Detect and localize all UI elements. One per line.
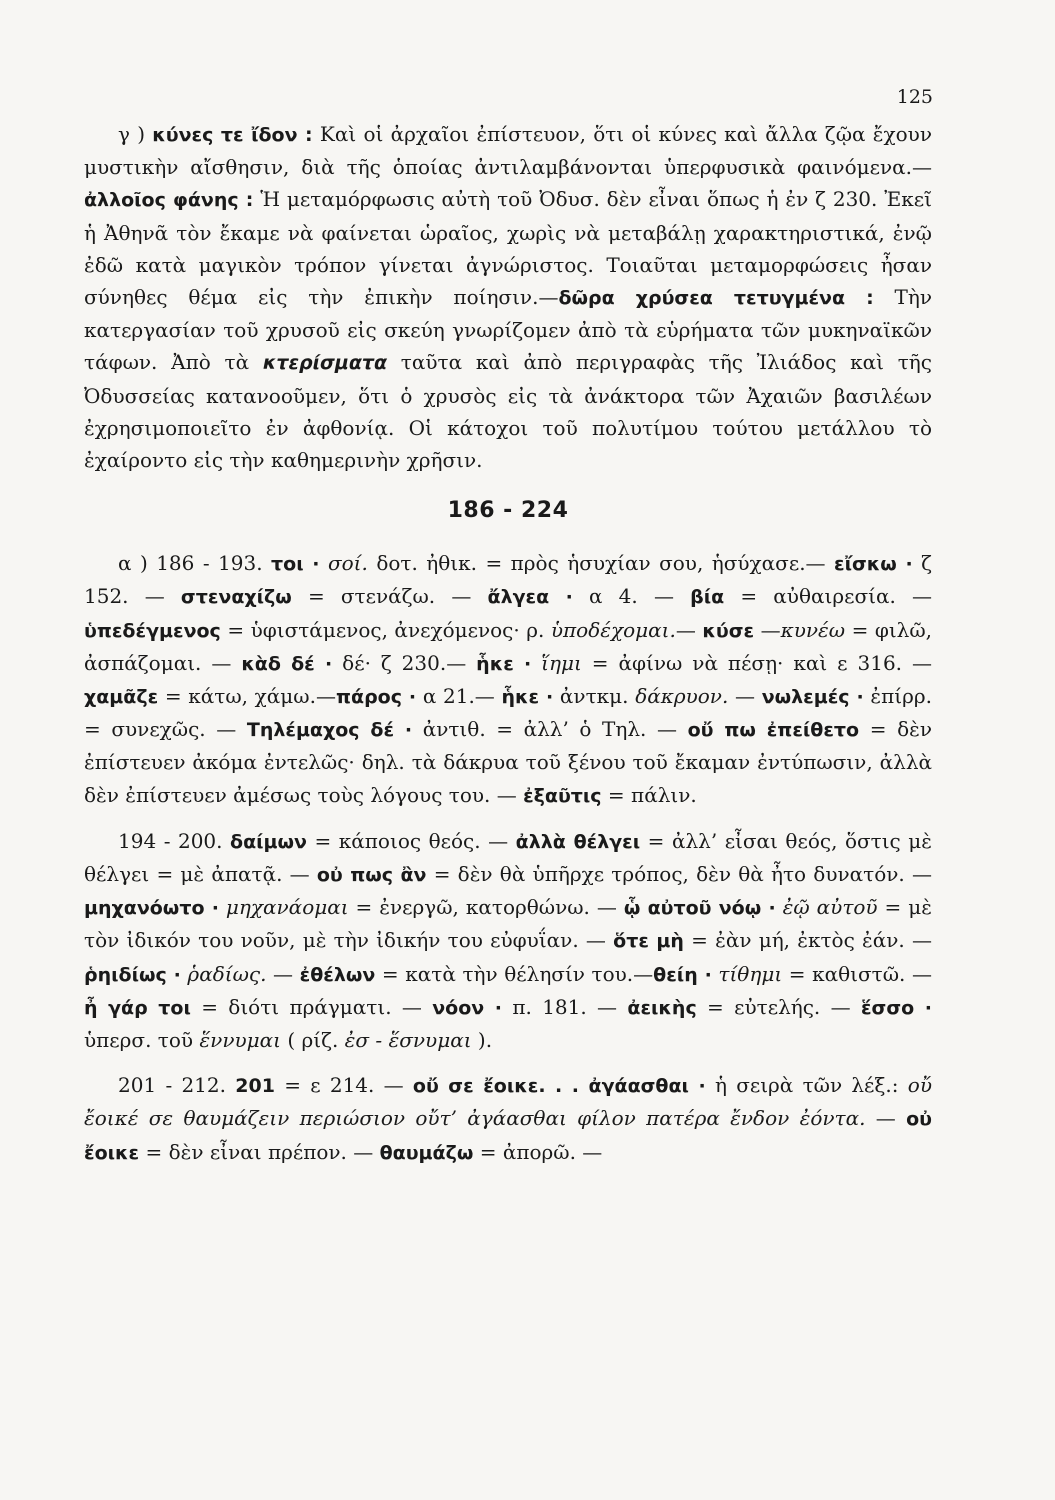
- lemma: ᾧ αὐτοῦ νόῳ ·: [623, 897, 776, 920]
- body-text: α 21.—: [416, 684, 502, 709]
- body-text: = διότι πράγματι. —: [190, 994, 433, 1019]
- lemma: δαίμων: [230, 830, 307, 853]
- body-text: = κάποιος θεός. —: [306, 828, 516, 853]
- lemma: 201: [235, 1075, 275, 1098]
- lemma: πάρος ·: [335, 686, 417, 709]
- body-text: = ε 214. —: [274, 1073, 413, 1098]
- lemma: οὐ ἔοικε: [84, 1108, 932, 1164]
- body-text: —: [675, 617, 703, 642]
- body-text: = στενάζω. —: [291, 584, 488, 609]
- body-text: δέ· ζ 230.—: [332, 650, 477, 675]
- italic-text: δάκρυον.: [635, 684, 729, 709]
- body-text: —: [266, 961, 300, 986]
- italic-text: κυνέω: [780, 617, 846, 642]
- section-heading: 186 - 224: [447, 498, 569, 524]
- lemma: θείη ·: [653, 963, 712, 986]
- body-text: = ἀλλ’ εἶσαι θεός, ὅστις μὲ θέλγει = μὲ ἀπατᾷ. —: [84, 828, 932, 887]
- lemma: Τηλέμαχος δέ ·: [246, 719, 413, 742]
- lemma: δῶρα χρύσεα τετυγμένα :: [558, 287, 874, 310]
- body-text: π. 181. —: [502, 994, 628, 1019]
- italic-text: ὑποδέχομαι.: [550, 617, 676, 642]
- italic-text: τίθημι: [711, 961, 783, 986]
- lemma: βία: [690, 586, 725, 609]
- lemma: τοι ·: [271, 553, 320, 576]
- body-text: = κατὰ τὴν θέλησίν του.—: [375, 961, 654, 986]
- body-text: Καὶ οἱ ἀρχαῖοι ἐπίστευον, ὅτι οἱ κύνες καὶ ἄλλα ζῷα ἔχουν μυστικὴν αἴσθησιν, διὰ τῆς ὁποίας ἀντιλαμβάνονται ὑπερφυσικὰ φαινόμενα.—: [84, 122, 932, 180]
- italic-text: ἐῷ αὐτοῦ: [775, 895, 878, 920]
- lemma: ἕσσο ·: [860, 996, 932, 1019]
- body-text: 194 - 200.: [118, 828, 231, 853]
- body-text: = καθιστῶ. —: [782, 961, 932, 986]
- body-text: = μὲ τὸν ἰδικόν του νοῦν, μὲ τὴν ἰδικήν του εὐφυΐαν. —: [84, 895, 933, 953]
- lemma: ἧκε ·: [476, 652, 532, 675]
- body-text: = κάτω, χάμω.—: [158, 684, 336, 709]
- body-text: Ἡ μεταμόρφωσις αὐτὴ τοῦ Ὀδυσ. δὲν εἶναι ὅπως ἡ ἐν ζ 230. Ἐκεῖ ἡ Ἀθηνᾶ τὸν ἔκαμε νὰ φαίνεται ὡραῖος, χωρὶς νὰ μεταβάλῃ χαρακτηριστικά, ἐνῷ ἐδῶ κατὰ μαγικὸν τρόπον γίνεται ἀγνώριστος. Τοιαῦται μεταμορφώσεις ἦσαν σύνηθες θέμα εἰς τὴν ἐπικὴν ποίησιν.—: [84, 187, 932, 310]
- lemma: οὐ πως ἂν: [316, 864, 427, 887]
- body-text: = ὑφιστάμενος, ἀνεχόμενος· ρ.: [220, 617, 551, 642]
- body-text: = δὲν θὰ ὑπῆρχε τρόπος, δὲν θὰ ἦτο δυνατόν. —: [426, 862, 932, 887]
- lemma: εἴσκω ·: [834, 553, 913, 576]
- paragraph-201-212: [84, 1069, 932, 1169]
- lemma: ἄλγεα ·: [487, 586, 573, 609]
- body-text: = αὐθαιρεσία. —: [724, 584, 933, 609]
- italic-text: ἐσ - ἕσνυμαι: [344, 1028, 472, 1053]
- body-text: ταῦτα καὶ ἀπὸ περιγραφὰς τῆς Ἰλιάδος καὶ τῆς Ὀδυσσείας κατανοοῦμεν, ὅτι ὁ χρυσὸς εἰς τὰ ἀνάκτορα τῶν Ἀχαιῶν βασιλέων ἐχρησιμοποιεῖτο ἐν ἀφθονίᾳ. Οἱ κάτοχοι τοῦ πολυτίμου τούτου μετάλλου τὸ ἐχαίροντο εἰς τὴν καθημερινὴν χρῆσιν.: [84, 350, 932, 473]
- italic-text: ἕννυμαι: [199, 1028, 281, 1053]
- body-text: α ) 186 - 193.: [118, 551, 272, 576]
- lemma: ἧκε ·: [501, 686, 554, 709]
- lemma: ἀλλοῖος φάνης :: [84, 189, 254, 212]
- lemma: χαμᾶζε: [84, 686, 159, 709]
- paragraph-commentary-gamma: [84, 118, 932, 476]
- lemma: νωλεμές ·: [761, 686, 864, 709]
- body-text: ).: [471, 1028, 493, 1053]
- lemma: κὰδ δέ ·: [241, 652, 333, 675]
- lemma: ὑπεδέγμενος: [84, 619, 221, 642]
- body-text: ἀντιθ. = ἀλλ’ ὁ Τηλ. —: [412, 717, 688, 742]
- lemma-italic: κτερίσματα: [262, 352, 388, 375]
- lemma: θαυμάζω: [379, 1141, 474, 1164]
- body-text: —: [728, 684, 762, 709]
- body-text: = πάλιν.: [601, 782, 697, 807]
- italic-text: οὔ ἔοικέ σε θαυμάζειν περιώσιον οὔτ’ ἀγάασθαι φίλον πατέρα ἔνδον ἐόντα.: [84, 1073, 932, 1131]
- body-text: = δὲν ἐπίστευεν ἀκόμα ἐντελῶς· δηλ. τὰ δάκρυα τοῦ ξένου τοῦ ἔκαμαν ἐντύπωσιν, ἀλλὰ δὲν ἐπίστευεν ἀμέσως τοὺς λόγους του. —: [84, 717, 932, 807]
- body-text: ἡ σειρὰ τῶν λέξ.:: [705, 1073, 908, 1098]
- lemma: ἦ γάρ τοι: [84, 996, 191, 1019]
- lemma: οὔ σε ἔοικε. . . ἀγάασθαι ·: [412, 1075, 706, 1098]
- body-text: ζ 152. —: [84, 551, 933, 609]
- body-text: = ἐνεργῶ, κατορθώνω. —: [348, 895, 624, 920]
- body-text: Τὴν κατεργασίαν τοῦ χρυσοῦ εἰς σκεύη γνωρίζομεν ἀπὸ τὰ εὑρήματα τῶν μυκηναϊκῶν τάφων. Ἀπὸ τὰ: [84, 285, 932, 375]
- lemma: μηχανόωτο ·: [84, 897, 219, 920]
- body-text: —: [865, 1106, 907, 1131]
- body-text: = ἀπορῶ. —: [473, 1139, 603, 1164]
- body-text: ἀντκμ.: [553, 684, 636, 709]
- lemma: ὅτε μὴ: [613, 930, 684, 953]
- body-text: —: [754, 617, 781, 642]
- body-text: = ἐὰν μή, ἐκτὸς ἐάν. —: [683, 928, 932, 953]
- paragraph-194-200: [84, 825, 932, 1056]
- lemma: νόον ·: [432, 996, 503, 1019]
- body-text: = δὲν εἶναι πρέπον. —: [139, 1139, 380, 1164]
- page-number: 125: [896, 86, 933, 108]
- body-text: 201 - 212.: [118, 1073, 236, 1098]
- lemma: κύσε: [702, 619, 755, 642]
- lemma: ἐθέλων: [299, 963, 376, 986]
- paragraph-186-193: [84, 547, 932, 812]
- body-text: = φιλῶ, ἀσπάζομαι. —: [84, 617, 933, 675]
- lemma: ἀεικὴς: [627, 996, 697, 1019]
- body-text: = ἀφίνω νὰ πέσῃ· καὶ ε 316. —: [581, 650, 932, 675]
- lemma: ἐξαῦτις: [523, 784, 602, 807]
- lemma: κύνες τε ἴδον :: [152, 124, 313, 146]
- body-text: ἐπίρρ. = συνεχῶς. —: [84, 684, 932, 742]
- body-text: γ ): [118, 122, 153, 146]
- lemma: στεναχίζω: [180, 586, 292, 609]
- page-content: [84, 118, 932, 1169]
- body-text: ( ρίζ.: [280, 1028, 345, 1053]
- body-text: ὑπερσ. τοῦ: [84, 1028, 200, 1053]
- body-text: = εὐτελής. —: [696, 994, 861, 1019]
- body-text: α 4. —: [572, 584, 691, 609]
- lemma: οὔ πω ἐπείθετο: [687, 719, 860, 742]
- lemma: ἀλλὰ θέλγει: [515, 830, 641, 853]
- body-text: δοτ. ἠθικ. = πρὸς ἡσυχίαν σου, ἡσύχασε.—: [367, 551, 834, 576]
- italic-text: ῥαδίως.: [180, 961, 267, 986]
- italic-text: ἵημι: [531, 650, 582, 675]
- italic-text: μηχανάομαι: [218, 895, 349, 920]
- lemma: ῥηιδίως ·: [84, 963, 181, 986]
- italic-text: σοί.: [319, 551, 368, 576]
